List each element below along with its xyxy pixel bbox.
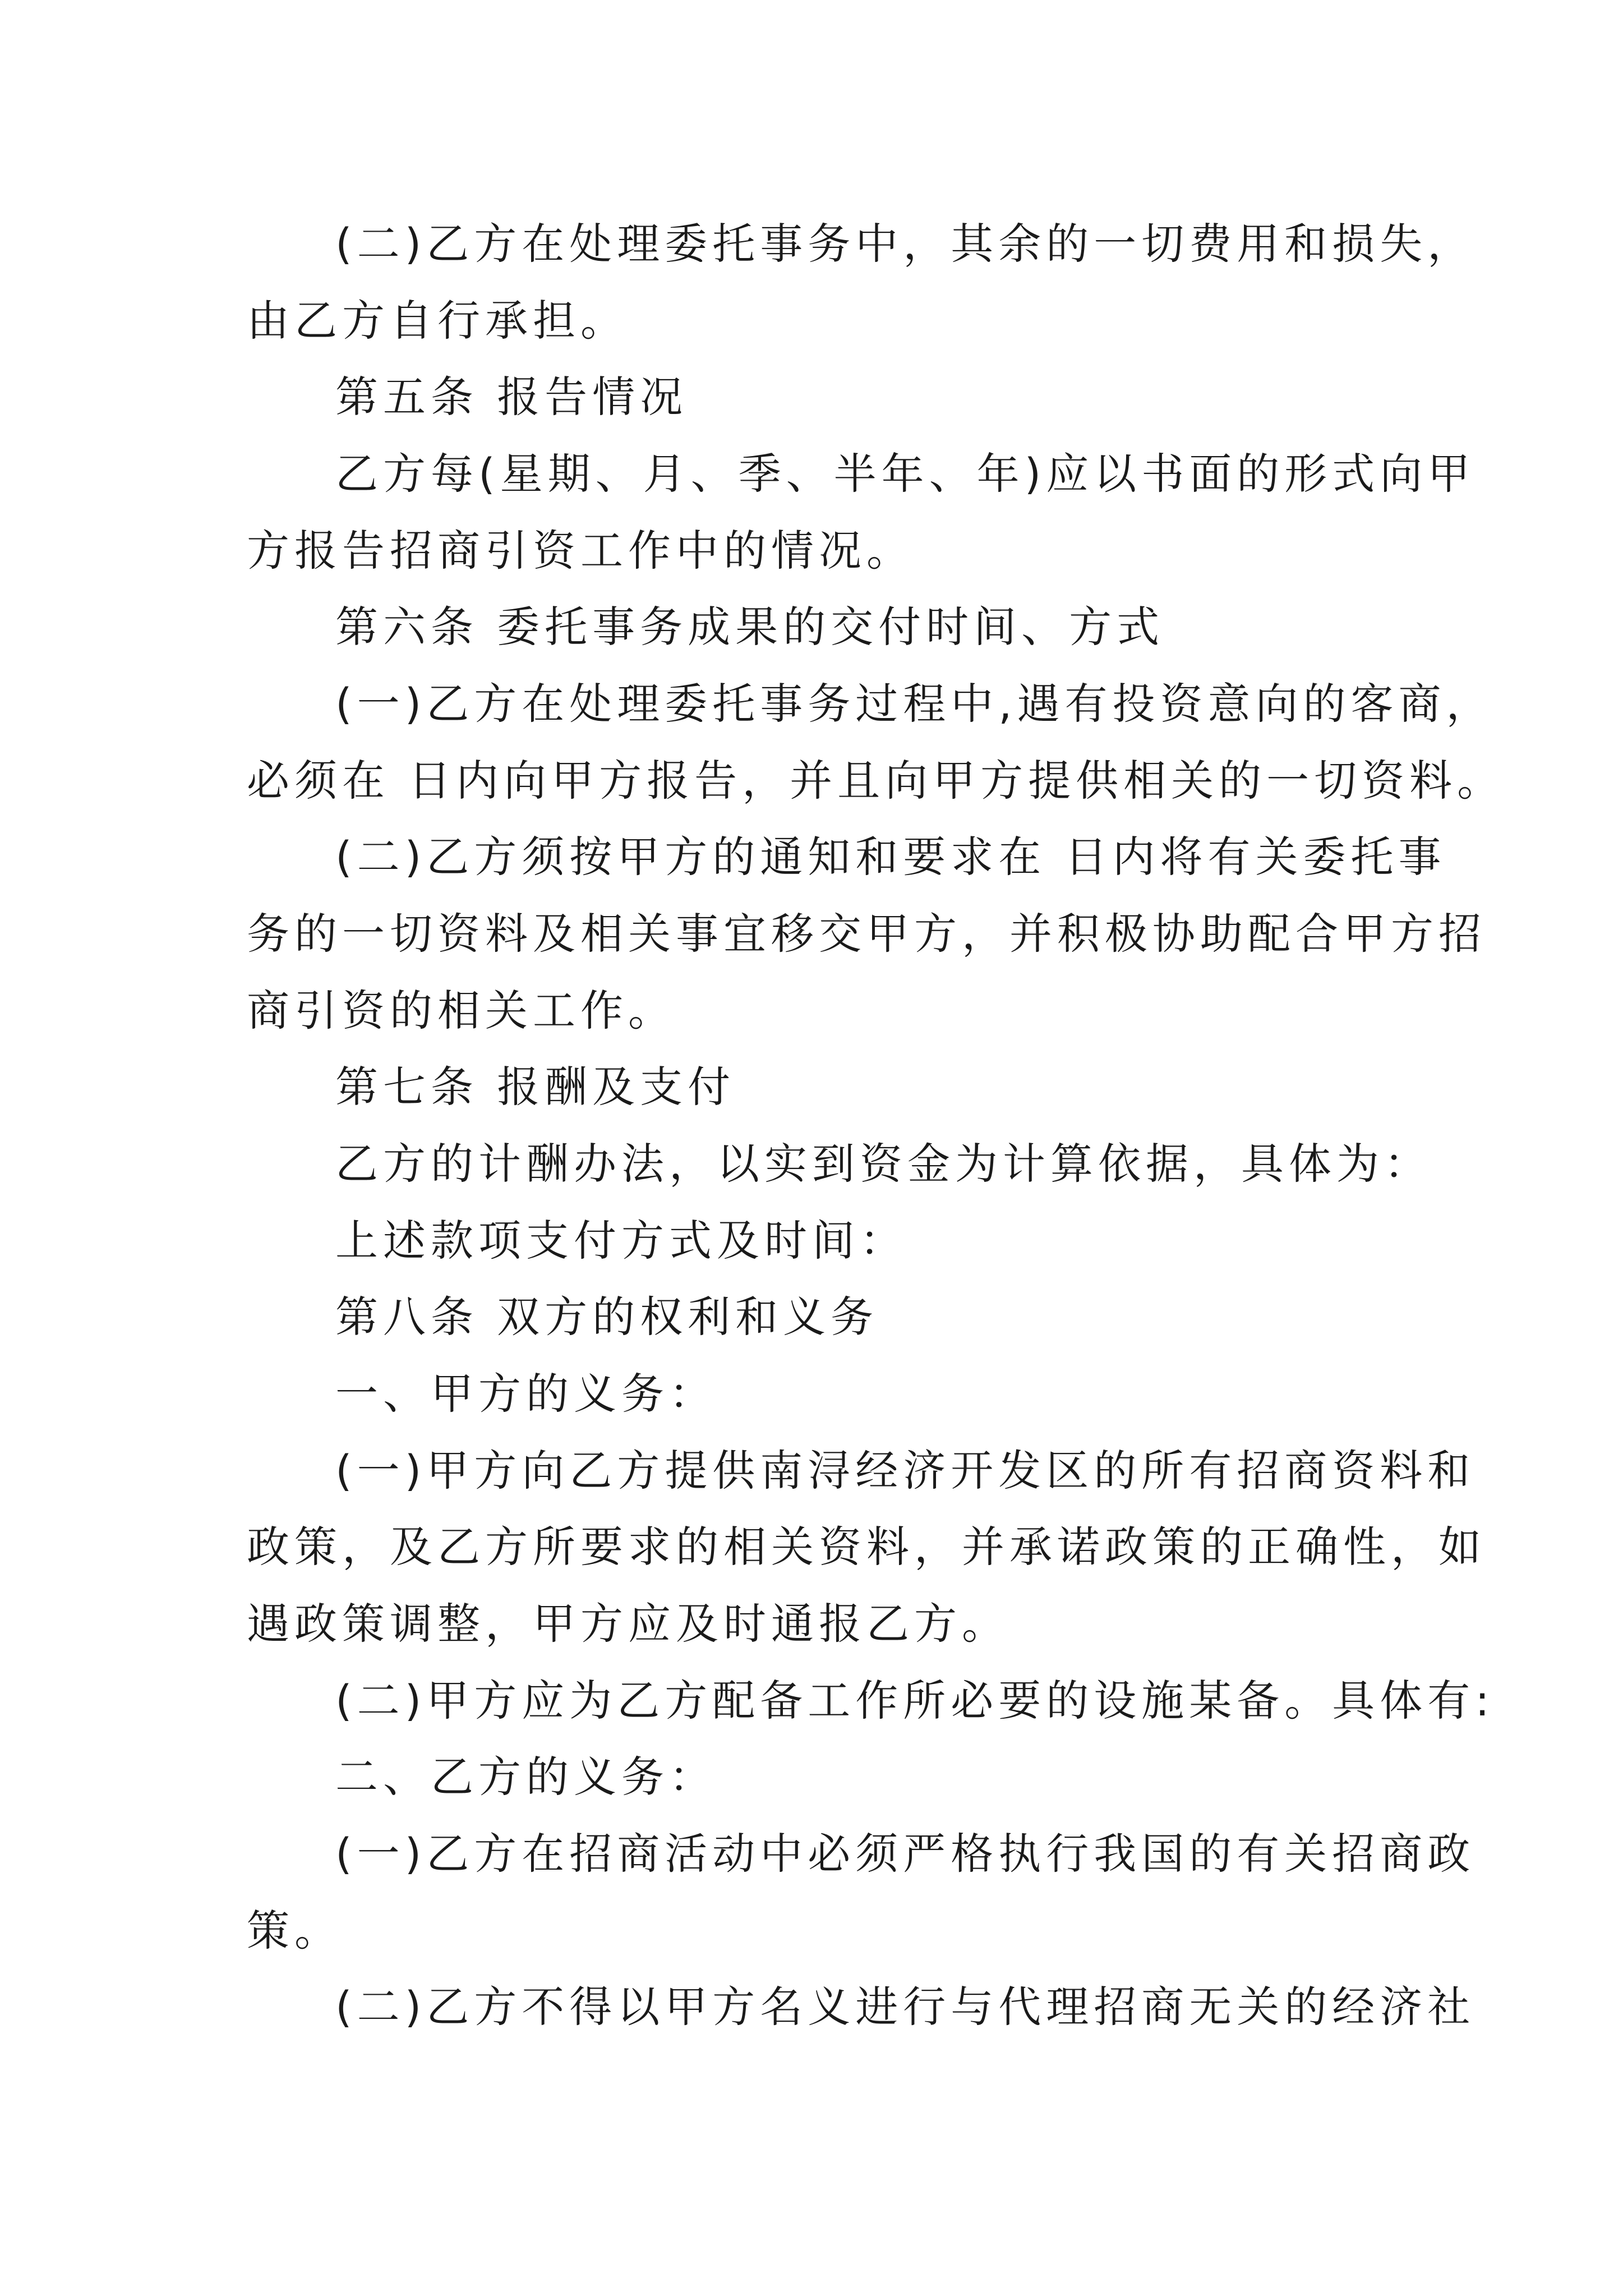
text-line: 一、甲方的义务：: [335, 1369, 717, 1419]
text-line: 商引资的相关工作。: [247, 986, 676, 1036]
text-line: (一)乙方在处理委托事务过程中,遇有投资意向的客商，: [335, 679, 1494, 729]
section-heading: 第六条 委托事务成果的交付时间、方式: [335, 602, 1165, 652]
section-heading: 第八条 双方的权利和义务: [335, 1292, 879, 1342]
text-line: 乙方每(星期、月、季、半年、年)应以书面的形式向甲: [335, 449, 1476, 499]
text-line: 遇政策调整，甲方应及时通报乙方。: [247, 1599, 1009, 1649]
text-line: 务的一切资料及相关事宜移交甲方，并积极协助配合甲方招: [247, 909, 1486, 959]
text-line: (二)乙方在处理委托事务中，其余的一切费用和损失，: [335, 219, 1476, 269]
section-heading: 第五条 报告情况: [335, 372, 688, 422]
text-line: 必须在 日内向甲方报告，并且向甲方提供相关的一切资料。: [247, 756, 1505, 806]
text-line: 由乙方自行承担。: [247, 296, 628, 346]
text-line: (二)乙方不得以甲方名义进行与代理招商无关的经济社: [335, 1982, 1476, 2032]
section-heading: 第七条 报酬及支付: [335, 1062, 736, 1112]
text-line: (二)甲方应为乙方配备工作所必要的设施某备。具体有:: [335, 1676, 1495, 1726]
text-line: 策。: [247, 1906, 342, 1955]
text-line: 乙方的计酬办法，以实到资金为计算依据，具体为：: [335, 1139, 1432, 1189]
text-line: (二)乙方须按甲方的通知和要求在 日内将有关委托事: [335, 832, 1446, 882]
text-line: (一)乙方在招商活动中必须严格执行我国的有关招商政: [335, 1829, 1476, 1879]
text-line: 方报告招商引资工作中的情况。: [247, 526, 914, 576]
text-line: 政策，及乙方所要求的相关资料，并承诺政策的正确性，如: [247, 1522, 1486, 1572]
text-line: 上述款项支付方式及时间：: [335, 1216, 907, 1266]
text-line: (一)甲方向乙方提供南浔经济开发区的所有招商资料和: [335, 1446, 1476, 1496]
text-line: 二、乙方的义务：: [335, 1752, 717, 1802]
